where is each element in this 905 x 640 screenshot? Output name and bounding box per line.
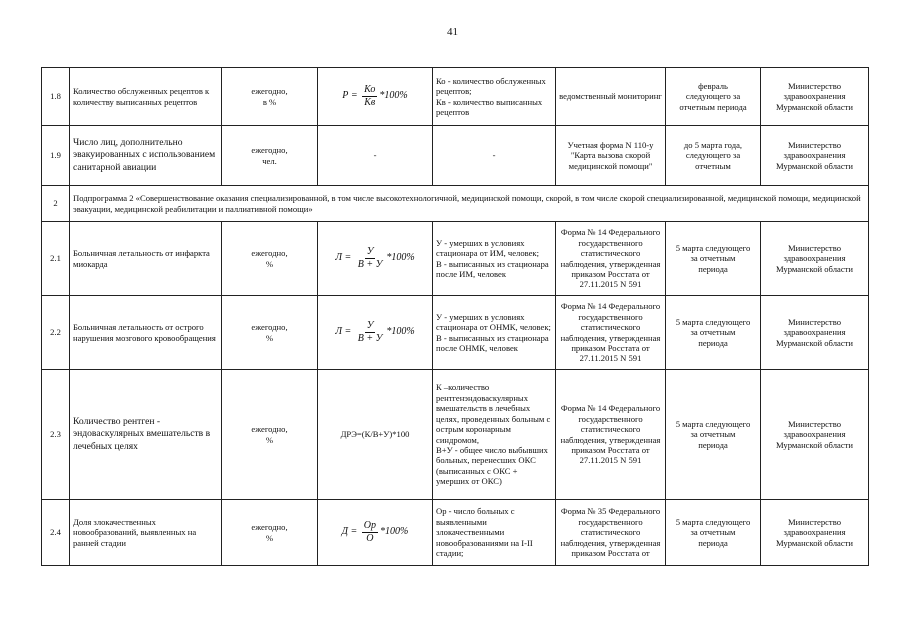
indicator-name: Количество обслуженных рецептов к количеству выписанных рецептов bbox=[70, 68, 222, 126]
deadline: до 5 марта года, следующего за отчетным bbox=[666, 126, 761, 186]
indicator-name: Больничная летальность от острого нарушения мозгового кровообращения bbox=[70, 296, 222, 370]
formula-definitions: К –количество рентгенэндоваскулярных вмешательств в лечебных целях, проведенных больным с острым коронарным синдромом, В+У - общее число выбывших больных, перенесших ОКС (выписанных с ОКС + умерших от ОКС) bbox=[433, 370, 556, 500]
table-row bbox=[42, 126, 869, 186]
data-source: Форма № 14 Федерального государственного статистического наблюдения, утвержденная приказом Росстата от 27.11.2015 N 591 bbox=[556, 370, 666, 500]
formula-definitions: Ор - число больных с выявленными злокачественными новообразованиями на I-II стадии; bbox=[433, 500, 556, 566]
formula: ДРЭ=(К/В+У)*100 bbox=[318, 370, 433, 500]
periodicity: ежегодно, чел. bbox=[222, 126, 318, 186]
deadline: 5 марта следующего за отчетным периода bbox=[666, 222, 761, 296]
formula-definitions: У - умерших в условиях стационара от ОНМК, человек; В - выписанных из стационара после ОНМК, человек bbox=[433, 296, 556, 370]
responsible: Министерство здравоохранения Мурманской области bbox=[761, 68, 869, 126]
data-source: Учетная форма N 110-у "Карта вызова скорой медицинской помощи" bbox=[556, 126, 666, 186]
deadline: 5 марта следующего за отчетным периода bbox=[666, 370, 761, 500]
row-number: 2.1 bbox=[42, 222, 70, 296]
table-row bbox=[42, 500, 869, 566]
responsible: Министерство здравоохранения Мурманской области bbox=[761, 500, 869, 566]
indicator-name: Больничная летальность от инфаркта миокарда bbox=[70, 222, 222, 296]
table-row bbox=[42, 370, 869, 500]
data-source: Форма № 14 Федерального государственного статистического наблюдения, утвержденная приказом Росстата от 27.11.2015 N 591 bbox=[556, 222, 666, 296]
responsible: Министерство здравоохранения Мурманской области bbox=[761, 370, 869, 500]
responsible: Министерство здравоохранения Мурманской области bbox=[761, 126, 869, 186]
periodicity: ежегодно, % bbox=[222, 500, 318, 566]
formula-definitions: - bbox=[433, 126, 556, 186]
formula: Л = $\frac{У}{В + У}$ *100% bbox=[318, 222, 433, 296]
deadline: 5 марта следующего за отчетным периода bbox=[666, 500, 761, 566]
formula: P = $\frac{Ко}{Кв}$ *100% bbox=[318, 68, 433, 126]
formula: - bbox=[318, 126, 433, 186]
formula-definitions: Ко - количество обслуженных рецептов; Кв - количество выписанных рецептов bbox=[433, 68, 556, 126]
periodicity: ежегодно, в % bbox=[222, 68, 318, 126]
table-row bbox=[42, 68, 869, 126]
subprogram-row bbox=[42, 186, 869, 222]
table-row bbox=[42, 222, 869, 296]
row-number: 2.4 bbox=[42, 500, 70, 566]
formula: Д = $\frac{Ор}{О}$ *100% bbox=[318, 500, 433, 566]
deadline: февраль следующего за отчетным периода bbox=[666, 68, 761, 126]
data-source: Форма № 35 Федерального государственного статистического наблюдения, утвержденная приказом Росстата от bbox=[556, 500, 666, 566]
row-number: 2.3 bbox=[42, 370, 70, 500]
formula-definitions: У - умерших в условиях стационара от ИМ, человек; В - выписанных из стационара после ИМ, человек bbox=[433, 222, 556, 296]
subprogram-title: Подпрограмма 2 «Совершенствование оказания специализированной, в том числе высокотехнологичной, медицинской помощи, скорой, в том числе скорой специализированной, медицинской помощи, медицинской эвакуации, медицинской реабилитации и паллиативной помощи» bbox=[70, 186, 869, 222]
deadline: 5 марта следующего за отчетным периода bbox=[666, 296, 761, 370]
data-source: ведомственный мониторинг bbox=[556, 68, 666, 126]
row-number: 2.2 bbox=[42, 296, 70, 370]
row-number: 1.8 bbox=[42, 68, 70, 126]
periodicity: ежегодно, % bbox=[222, 370, 318, 500]
indicator-name: Доля злокачественных новообразований, выявленных на ранней стадии bbox=[70, 500, 222, 566]
indicator-name: Количество рентген - эндоваскулярных вмешательств в лечебных целях bbox=[70, 370, 222, 500]
periodicity: ежегодно, % bbox=[222, 296, 318, 370]
formula: Л = $\frac{У}{В + У}$ *100% bbox=[318, 296, 433, 370]
periodicity: ежегодно, % bbox=[222, 222, 318, 296]
table-row bbox=[42, 296, 869, 370]
indicators-table bbox=[41, 67, 869, 566]
indicator-name: Число лиц, дополнительно эвакуированных с использованием санитарной авиации bbox=[70, 126, 222, 186]
responsible: Министерство здравоохранения Мурманской области bbox=[761, 296, 869, 370]
responsible: Министерство здравоохранения Мурманской области bbox=[761, 222, 869, 296]
page-number: 41 bbox=[447, 26, 458, 38]
row-number: 2 bbox=[42, 186, 70, 222]
data-source: Форма № 14 Федерального государственного статистического наблюдения, утвержденная приказом Росстата от 27.11.2015 N 591 bbox=[556, 296, 666, 370]
row-number: 1.9 bbox=[42, 126, 70, 186]
